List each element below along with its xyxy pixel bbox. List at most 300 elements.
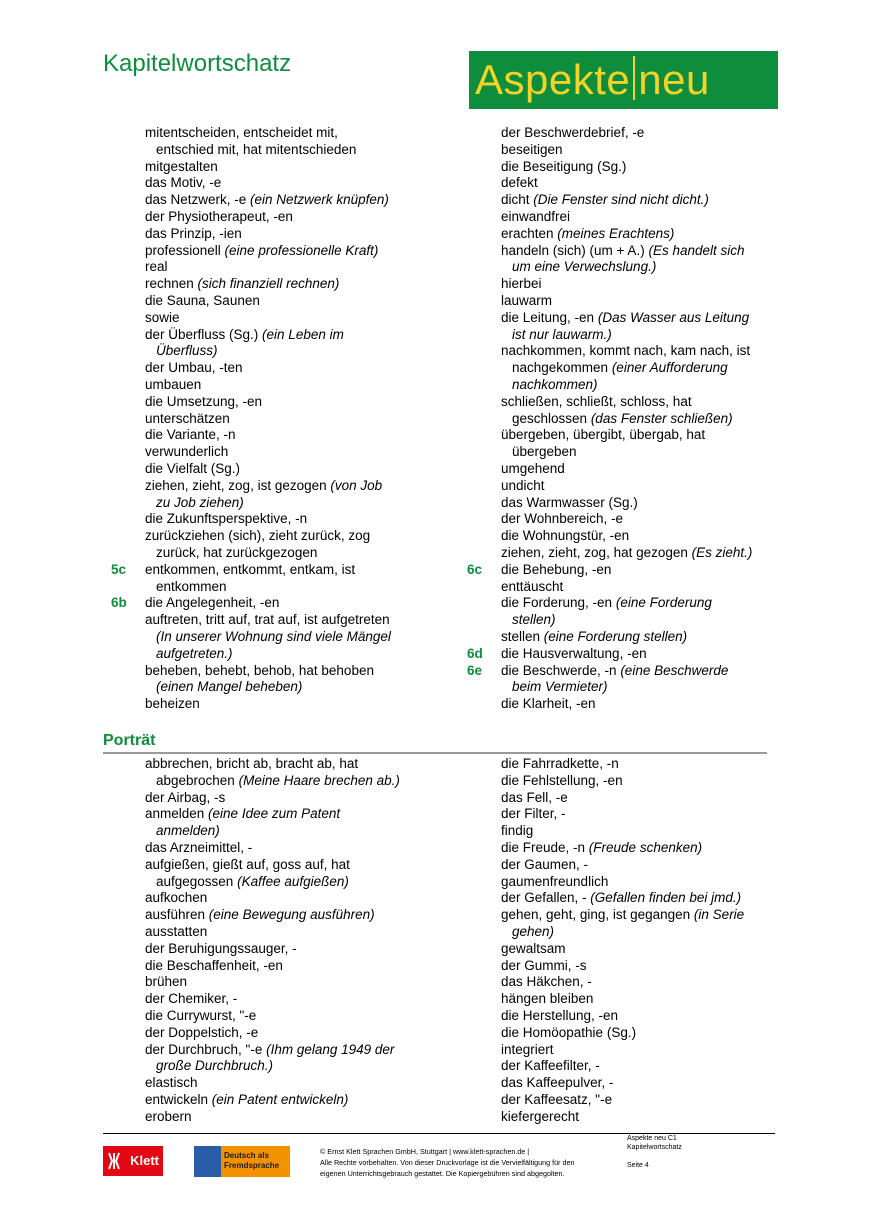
exercise-marker: 6c	[467, 561, 483, 577]
vocab-entry	[501, 528, 791, 545]
vocab-term: entkommen	[156, 578, 227, 594]
vocab-line	[145, 159, 435, 176]
vocab-term: das Arzneimittel, -	[145, 839, 253, 855]
vocab-term: das Kaffeepulver, -	[501, 1075, 614, 1091]
vocab-line	[501, 343, 791, 360]
vocab-entry	[501, 579, 791, 596]
vocab-term: beheizen	[145, 696, 200, 712]
vocab-term: mitgestalten	[145, 158, 218, 174]
vocab-entry	[501, 394, 791, 428]
vocab-line	[501, 511, 791, 528]
vocab-term: ziehen, zieht, zog, hat gezogen	[501, 544, 692, 560]
vocab-entry	[145, 394, 435, 411]
vocab-entry	[501, 696, 791, 713]
vocab-term: unterschätzen	[145, 410, 230, 426]
vocab-example: aufgetreten.)	[156, 645, 233, 661]
vocab-entry	[501, 276, 791, 293]
vocab-entry	[501, 823, 791, 840]
klett-logo-icon	[107, 1151, 121, 1171]
vocab-line	[501, 773, 791, 790]
exercise-marker: 5c	[111, 561, 127, 577]
vocab-term: das Netzwerk, -e	[145, 192, 251, 208]
vocab-column-portraet-left	[145, 756, 435, 1126]
vocab-term: entwickeln	[145, 1091, 212, 1107]
daf-line-2: Fremdsprache	[224, 1161, 280, 1170]
vocab-line	[501, 427, 791, 444]
vocab-entry	[501, 495, 791, 512]
vocab-entry	[145, 511, 435, 528]
vocab-term: die Umsetzung, -en	[145, 393, 263, 409]
daf-line-1: Deutsch als	[224, 1151, 269, 1160]
vocab-example: (eine Bewegung ausführen)	[208, 907, 375, 923]
vocab-line	[145, 924, 435, 941]
vocab-line	[501, 226, 791, 243]
vocab-term: die Zukunftsperspektive, -n	[145, 511, 308, 527]
vocab-term: real	[145, 259, 168, 275]
vocab-example: (Freude schenken)	[588, 839, 703, 855]
vocab-term: abgebrochen	[156, 772, 239, 788]
vocab-line	[145, 1075, 435, 1092]
vocab-term: lauwarm	[501, 292, 553, 308]
vocab-term: die Homöopathie (Sg.)	[501, 1024, 637, 1040]
vocab-line	[145, 806, 435, 823]
vocab-term: findig	[501, 823, 534, 839]
vocab-line	[501, 974, 791, 991]
vocab-line	[145, 991, 435, 1008]
vocab-term: undicht	[501, 477, 545, 493]
vocab-term: abbrechen, bricht ab, bracht ab, hat	[145, 756, 359, 771]
vocab-entry	[501, 790, 791, 807]
exercise-marker: 6b	[111, 595, 127, 611]
section-heading-portraet: Porträt	[103, 732, 156, 749]
vocab-entry	[145, 209, 435, 226]
vocab-line	[501, 1075, 791, 1092]
vocab-term: handeln (sich) (um + A.)	[501, 242, 649, 258]
vocab-term: umbauen	[145, 376, 202, 392]
vocab-term: schließen, schließt, schloss, hat	[501, 393, 692, 409]
copyright-notice	[320, 1146, 610, 1179]
vocab-term: das Häkchen, -	[501, 974, 592, 990]
vocab-example: stellen)	[512, 612, 556, 628]
copyright-line-2: Alle Rechte vorbehalten. Von dieser Druckvorlage ist die Vervielfältigung für den	[320, 1158, 575, 1167]
klett-logo	[103, 1146, 163, 1176]
vocab-example: (Ihm gelang 1949 der	[266, 1041, 395, 1057]
vocab-term: der Physiotherapeut, -en	[145, 208, 293, 224]
vocab-line	[145, 679, 435, 696]
vocab-line	[145, 595, 435, 612]
vocab-term: sowie	[145, 309, 180, 325]
vocab-entry	[145, 478, 435, 512]
vocab-term: der Beruhigungssauger, -	[145, 940, 297, 956]
vocab-term: die Vielfalt (Sg.)	[145, 460, 241, 476]
vocab-line	[145, 310, 435, 327]
vocab-line	[501, 629, 791, 646]
vocab-line	[145, 226, 435, 243]
vocab-entry	[145, 790, 435, 807]
vocab-term: ziehen, zieht, zog, ist gezogen	[145, 477, 331, 493]
vocab-term: der Filter, -	[501, 806, 566, 822]
vocab-line	[501, 411, 791, 428]
vocab-line	[501, 276, 791, 293]
vocab-term: der Kaffeesatz, "-e	[501, 1091, 613, 1107]
logo-text-right: neu	[638, 56, 710, 103]
vocab-line	[145, 840, 435, 857]
vocab-line	[501, 209, 791, 226]
vocab-entry	[145, 327, 435, 361]
vocab-entry	[501, 907, 791, 941]
vocab-term: das Prinzip, -ien	[145, 225, 242, 241]
document-title: Kapitelwortschatz	[627, 1144, 682, 1151]
vocab-term: der Durchbruch, "-e	[145, 1041, 267, 1057]
vocab-example: (das Fenster schließen)	[590, 410, 733, 426]
vocab-line	[145, 579, 435, 596]
vocab-line	[145, 511, 435, 528]
vocab-line	[501, 142, 791, 159]
vocab-line	[501, 495, 791, 512]
vocab-entry	[145, 175, 435, 192]
vocab-entry	[501, 427, 791, 461]
vocab-term: verwunderlich	[145, 444, 229, 460]
vocab-entry	[501, 629, 791, 646]
vocab-term: einwandfrei	[501, 208, 571, 224]
vocab-term: zurückziehen (sich), zieht zurück, zog	[145, 528, 371, 544]
vocab-line	[501, 1058, 791, 1075]
vocab-entry	[501, 991, 791, 1008]
vocab-line	[501, 958, 791, 975]
vocab-term: dicht	[501, 192, 534, 208]
vocab-entry	[145, 857, 435, 891]
vocab-entry	[501, 192, 791, 209]
vocab-entry	[501, 1092, 791, 1109]
vocab-term: elastisch	[145, 1075, 198, 1091]
vocab-example: (Es handelt sich	[648, 242, 745, 258]
vocab-entry	[501, 857, 791, 874]
vocab-term: enttäuscht	[501, 578, 564, 594]
vocab-line	[145, 209, 435, 226]
vocab-entry	[467, 561, 791, 579]
vocab-term: geschlossen	[512, 410, 591, 426]
vocab-example: (Die Fenster sind nicht dicht.)	[533, 192, 709, 208]
vocab-line	[501, 907, 791, 924]
vocab-line	[501, 360, 791, 377]
vocab-example: (Kaffee aufgießen)	[237, 873, 349, 889]
vocab-entry	[501, 1058, 791, 1075]
vocab-line	[145, 192, 435, 209]
vocab-example: (eine Idee zum Patent	[208, 806, 341, 822]
vocab-example: anmelden)	[156, 823, 220, 839]
vocab-term: die Variante, -n	[145, 427, 236, 443]
vocab-line	[501, 663, 791, 680]
vocab-column-top-left	[111, 125, 435, 713]
vocab-entry	[145, 360, 435, 377]
vocab-term: der Chemiker, -	[145, 991, 238, 1007]
vocab-term: defekt	[501, 175, 538, 191]
vocab-line	[145, 427, 435, 444]
vocab-entry	[145, 461, 435, 478]
vocab-line	[501, 327, 791, 344]
vocab-term: entschied mit, hat mitentschieden	[156, 141, 357, 157]
vocab-entry	[145, 663, 435, 697]
vocab-entry	[145, 941, 435, 958]
vocab-line	[145, 293, 435, 310]
vocab-line	[145, 958, 435, 975]
vocab-term: zurück, hat zurückgezogen	[156, 544, 318, 560]
vocab-line	[501, 612, 791, 629]
vocab-entry	[501, 343, 791, 393]
vocab-entry	[145, 377, 435, 394]
vocab-example: (einen Mangel beheben)	[156, 679, 303, 695]
vocab-example: (Es zieht.)	[691, 544, 753, 560]
vocab-line	[501, 545, 791, 562]
vocab-term: stellen	[501, 628, 544, 644]
vocab-term: der Gefallen, -	[501, 890, 591, 906]
vocab-entry	[145, 1025, 435, 1042]
vocab-line	[501, 890, 791, 907]
vocab-entry	[501, 773, 791, 790]
vocab-line	[145, 1092, 435, 1109]
vocab-line	[145, 545, 435, 562]
vocab-line	[501, 444, 791, 461]
vocab-term: der Wohnbereich, -e	[501, 511, 624, 527]
vocab-entry	[501, 175, 791, 192]
vocab-entry	[145, 226, 435, 243]
vocab-term: brühen	[145, 974, 188, 990]
vocab-example: (In unserer Wohnung sind viele Mängel	[156, 628, 391, 644]
vocab-entry	[145, 991, 435, 1008]
vocab-line	[501, 377, 791, 394]
vocab-term: der Doppelstich, -e	[145, 1024, 259, 1040]
vocab-term: die Behebung, -en	[501, 561, 612, 577]
vocab-term: nachkommen, kommt nach, kam nach, ist	[501, 343, 751, 359]
vocab-line	[501, 293, 791, 310]
vocab-entry	[501, 1025, 791, 1042]
vocab-entry	[501, 890, 791, 907]
vocab-entry	[501, 293, 791, 310]
vocab-term: die Angelegenheit, -en	[145, 595, 280, 611]
vocab-term: der Überfluss (Sg.)	[145, 326, 263, 342]
vocab-entry	[501, 226, 791, 243]
vocab-term: der Airbag, -s	[145, 789, 226, 805]
vocab-term: professionell	[145, 242, 225, 258]
vocab-line	[145, 142, 435, 159]
vocab-line	[145, 444, 435, 461]
vocab-term: beseitigen	[501, 141, 563, 157]
vocab-entry	[145, 1042, 435, 1076]
vocab-line	[145, 974, 435, 991]
vocab-term: aufkochen	[145, 890, 208, 906]
page-title: Kapitelwortschatz	[103, 50, 292, 77]
vocab-line	[501, 823, 791, 840]
logo-text-left: Aspekte	[475, 56, 631, 103]
vocab-entry	[501, 874, 791, 891]
vocab-line	[501, 1042, 791, 1059]
vocab-line	[501, 243, 791, 260]
vocab-line	[501, 125, 791, 142]
vocab-entry	[145, 411, 435, 428]
vocab-line	[501, 646, 791, 663]
vocab-entry	[145, 806, 435, 840]
vocab-entry	[501, 142, 791, 159]
vocab-term: die Fehlstellung, -en	[501, 772, 623, 788]
vocab-example: Überfluss)	[156, 343, 218, 359]
vocab-line	[501, 941, 791, 958]
vocab-term: gaumenfreundlich	[501, 873, 609, 889]
vocab-line	[145, 1042, 435, 1059]
vocab-line	[501, 394, 791, 411]
exercise-marker: 6d	[467, 645, 483, 661]
vocab-term: aufgießen, gießt auf, goss auf, hat	[145, 856, 350, 872]
vocab-example: (Das Wasser aus Leitung	[597, 309, 750, 325]
vocab-entry	[145, 1092, 435, 1109]
vocab-term: die Klarheit, -en	[501, 696, 596, 712]
vocab-entry	[501, 941, 791, 958]
vocab-line	[501, 679, 791, 696]
exercise-marker: 6e	[467, 662, 483, 678]
vocab-entry	[467, 662, 791, 697]
vocab-entry	[145, 840, 435, 857]
vocab-entry	[501, 958, 791, 975]
vocab-line	[145, 612, 435, 629]
vocab-line	[145, 377, 435, 394]
vocab-line	[501, 595, 791, 612]
vocab-line	[145, 1025, 435, 1042]
vocab-entry	[145, 696, 435, 713]
vocab-example: gehen)	[512, 923, 555, 939]
vocab-term: mitentscheiden, entscheidet mit,	[145, 125, 338, 140]
vocab-column-portraet-right	[501, 756, 791, 1126]
vocab-term: gewaltsam	[501, 940, 566, 956]
vocab-line	[501, 192, 791, 209]
vocab-line	[145, 663, 435, 680]
vocab-entry	[501, 310, 791, 344]
vocab-entry	[501, 1042, 791, 1059]
vocab-example: beim Vermieter)	[512, 679, 608, 695]
vocab-term: die Leitung, -en	[501, 309, 598, 325]
daf-logo-block	[194, 1146, 221, 1177]
vocab-line	[145, 696, 435, 713]
vocab-term: übergeben, übergibt, übergab, hat	[501, 427, 706, 443]
vocab-line	[145, 646, 435, 663]
vocab-entry	[145, 756, 435, 790]
vocab-example: (in Serie	[693, 907, 745, 923]
vocab-entry	[145, 924, 435, 941]
vocab-line	[145, 629, 435, 646]
vocab-entry	[501, 243, 791, 277]
vocab-term: die Herstellung, -en	[501, 1007, 619, 1023]
vocab-entry	[145, 612, 435, 662]
vocab-line	[501, 1025, 791, 1042]
vocab-example: (von Job	[330, 477, 383, 493]
vocab-line	[501, 478, 791, 495]
vocab-line	[145, 1109, 435, 1126]
page-number: Seite 4	[627, 1162, 649, 1169]
vocab-term: die Beschaffenheit, -en	[145, 957, 283, 973]
vocab-line	[145, 495, 435, 512]
vocab-line	[145, 907, 435, 924]
vocab-term: die Hausverwaltung, -en	[501, 645, 647, 661]
vocab-entry	[501, 545, 791, 562]
vocab-example: nachkommen)	[512, 376, 598, 392]
vocab-entry	[501, 840, 791, 857]
vocab-entry	[501, 806, 791, 823]
vocab-example: (sich finanziell rechnen)	[197, 276, 340, 292]
vocab-term: das Motiv, -e	[145, 175, 222, 191]
logo-divider	[633, 56, 635, 100]
vocab-term: hängen bleiben	[501, 991, 594, 1007]
vocab-term: erachten	[501, 225, 558, 241]
vocab-entry	[467, 645, 791, 663]
vocab-line	[145, 259, 435, 276]
daf-logo-text	[224, 1151, 279, 1171]
vocab-term: die Wohnungstür, -en	[501, 528, 630, 544]
vocab-entry	[145, 1075, 435, 1092]
vocab-example: (Meine Haare brechen ab.)	[238, 772, 400, 788]
vocab-entry	[501, 209, 791, 226]
vocab-line	[501, 991, 791, 1008]
vocab-entry	[145, 159, 435, 176]
vocab-entry	[501, 595, 791, 629]
vocab-example: (ein Leben im	[262, 326, 344, 342]
vocab-entry	[145, 125, 435, 159]
page-info	[627, 1134, 682, 1170]
vocab-line	[145, 394, 435, 411]
vocab-term: die Forderung, -en	[501, 595, 616, 611]
vocab-term: der Gaumen, -	[501, 856, 589, 872]
vocab-line	[145, 890, 435, 907]
vocab-term: kiefergerecht	[501, 1108, 580, 1124]
vocab-term: ausführen	[145, 907, 209, 923]
vocab-term: die Currywurst, "-e	[145, 1007, 257, 1023]
vocab-entry	[501, 461, 791, 478]
vocab-line	[501, 874, 791, 891]
vocab-line	[145, 478, 435, 495]
vocab-line	[145, 461, 435, 478]
vocab-term: der Kaffeefilter, -	[501, 1058, 600, 1074]
vocab-line	[501, 790, 791, 807]
vocab-line	[501, 528, 791, 545]
vocab-term: beheben, behebt, behob, hat behoben	[145, 662, 374, 678]
vocab-example: ist nur lauwarm.)	[512, 326, 612, 342]
vocab-entry	[145, 958, 435, 975]
vocab-example: um eine Verwechslung.)	[512, 259, 657, 275]
vocab-example: zu Job ziehen)	[156, 494, 244, 510]
vocab-example: (eine professionelle Kraft)	[224, 242, 379, 258]
vocab-line	[145, 941, 435, 958]
vocab-line	[501, 562, 791, 579]
vocab-entry	[111, 595, 435, 612]
vocab-line	[145, 125, 435, 142]
vocab-term: die Beseitigung (Sg.)	[501, 158, 627, 174]
vocab-entry	[145, 444, 435, 461]
vocab-line	[501, 1109, 791, 1126]
vocab-entry	[145, 192, 435, 209]
vocab-line	[501, 756, 791, 773]
vocab-entry	[145, 974, 435, 991]
vocab-term: umgehend	[501, 460, 565, 476]
vocab-line	[145, 411, 435, 428]
vocab-term: entkommen, entkommt, entkam, ist	[145, 561, 356, 577]
vocab-term: erobern	[145, 1108, 192, 1124]
book-title: Aspekte neu C1	[627, 1135, 677, 1142]
vocab-entry	[145, 293, 435, 310]
vocab-line	[145, 756, 435, 773]
vocab-line	[145, 327, 435, 344]
section-divider	[103, 752, 767, 754]
vocab-line	[145, 343, 435, 360]
vocab-entry	[111, 561, 435, 596]
vocab-line	[145, 773, 435, 790]
vocab-line	[145, 175, 435, 192]
